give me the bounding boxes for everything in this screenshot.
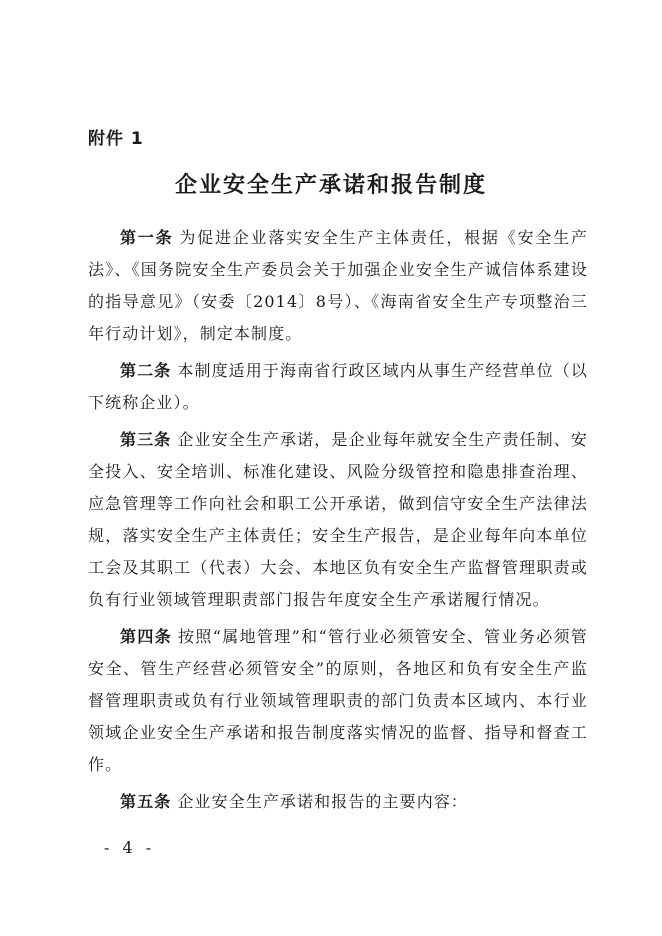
document-body [88,222,588,823]
article-3 [88,424,588,616]
article-1-text: 为促进企业落实安全生产主体责任，根据《安全生产法》、《国务院安全生产委员会关于加强企业安全生产诚信体系建设的指导意见》（安委〔2014〕8号）、《海南省安全生产专项整治三年行动计划》，制定本制度。 [88,228,588,343]
article-2-head: 第二条 [120,361,172,380]
article-3-head: 第三条 [120,430,172,449]
article-4-head: 第四条 [120,627,173,646]
article-2-text: 本制度适用于海南省行政区域内从事生产经营单位（以下统称企业）。 [88,361,588,412]
attachment-label: 附件 1 [88,129,144,149]
article-5 [88,786,588,818]
article-5-text: 企业安全生产承诺和报告的主要内容： [177,792,469,811]
article-5-head: 第五条 [120,792,172,811]
article-3-text: 企业安全生产承诺，是企业每年就安全生产责任制、安全投入、安全培训、标准化建设、风险分级管控和隐患排查治理、应急管理等工作向社会和职工公开承诺，做到信守安全生产法律法规，落实安全生产主体责任；安全生产报告，是企业每年向本单位工会及其职工（代表）大会、本地区负有安全生产监督管理职责或负有行业领域管理职责部门报告年度安全生产承诺履行情况。 [88,430,588,609]
page-number: - 4 - [104,838,156,857]
document-title: 企业安全生产承诺和报告制度 [174,172,487,198]
article-1-head: 第一条 [120,228,174,247]
article-1 [88,222,588,350]
article-2 [88,355,588,419]
article-4 [88,621,588,781]
article-4-text: 按照“属地管理”和“管行业必须管安全、管业务必须管安全、管生产经营必须管安全”的原则，各地区和负有安全生产监督管理职责或负有行业领域管理职责的部门负责本区域内、本行业领域企业安全生产承诺和报告制度落实情况的监督、指导和督查工作。 [88,627,588,774]
